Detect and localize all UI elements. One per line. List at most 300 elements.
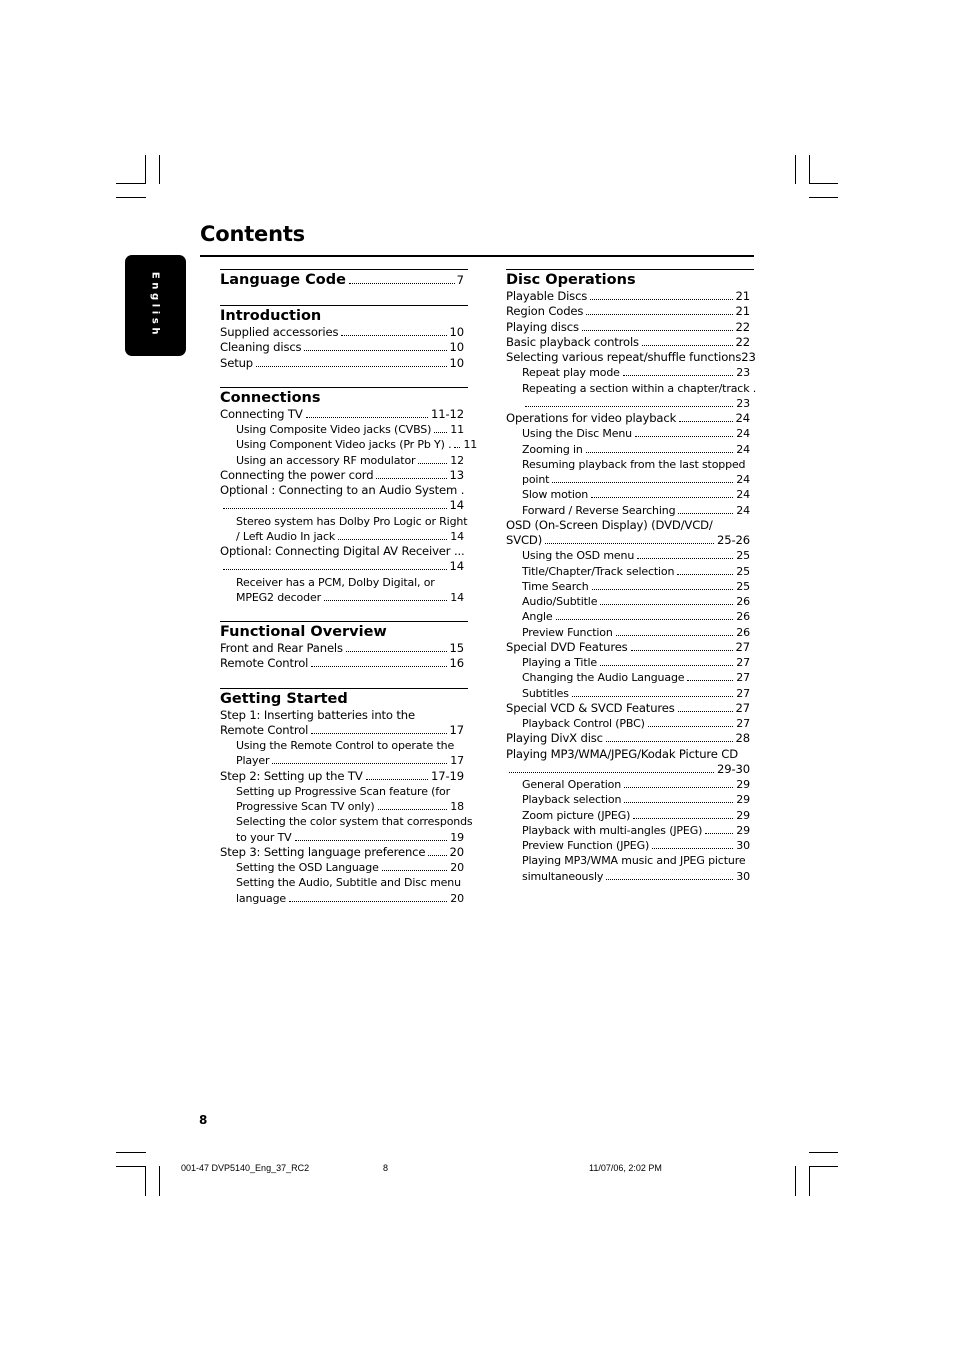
toc-entry-line	[522, 487, 750, 502]
toc-page-number: 11	[463, 438, 478, 452]
leader-dots	[642, 345, 733, 346]
language-tab-label: English	[149, 271, 161, 339]
toc-entry[interactable]	[220, 453, 468, 468]
toc-entry-line	[522, 869, 750, 884]
leader-dots	[687, 680, 733, 681]
leader-dots	[434, 432, 447, 433]
toc-entry-line	[506, 289, 750, 304]
toc-entry[interactable]	[506, 716, 754, 731]
leader-dots	[509, 772, 714, 773]
toc-page-number: 17-19	[431, 768, 464, 783]
toc-page-number: 27	[736, 717, 750, 730]
crop-mark	[145, 155, 146, 184]
toc-entry-line	[220, 708, 464, 723]
toc-entry-text: Special VCD & SVCD Features	[506, 700, 675, 715]
toc-entry[interactable]	[506, 289, 754, 304]
leader-dots	[600, 604, 733, 605]
toc-entry-text: Playback with multi-angles (JPEG)	[522, 823, 703, 837]
crop-mark	[809, 1166, 810, 1196]
toc-page-number: 18	[450, 800, 464, 813]
toc-page-number: 23	[736, 396, 750, 410]
toc-entry-line	[236, 514, 468, 529]
leader-dots	[272, 763, 447, 764]
toc-page-number: 27	[736, 671, 750, 685]
toc-entry-line	[522, 396, 750, 411]
toc-entry[interactable]	[506, 686, 754, 701]
toc-entry-text: Preview Function	[522, 625, 613, 639]
toc-entry-text: Progressive Scan TV only)	[236, 800, 375, 813]
toc-entry[interactable]	[506, 442, 754, 457]
toc-page-number: 20	[450, 891, 464, 905]
toc-entry-text: Step 2: Setting up the TV	[220, 768, 363, 783]
toc-entry[interactable]	[220, 738, 468, 769]
toc-entry-line	[236, 422, 464, 437]
toc-page-number: 29	[736, 778, 750, 791]
toc-entry[interactable]	[506, 426, 754, 441]
toc-entry[interactable]	[506, 747, 754, 778]
toc-entry[interactable]	[506, 670, 754, 685]
leader-dots	[418, 463, 447, 464]
toc-entry-line	[506, 533, 750, 548]
toc-entry-text: simultaneously	[522, 869, 604, 883]
toc-entry-line	[220, 468, 464, 483]
toc-entry-line	[522, 670, 750, 685]
toc-section	[220, 387, 478, 605]
toc-entry[interactable]	[506, 731, 754, 746]
toc-entry-line	[236, 590, 464, 605]
toc-entry[interactable]	[506, 487, 754, 502]
toc-entry-text: Connecting the power cord	[220, 467, 374, 482]
toc-section-title: Disc Operations	[506, 272, 636, 288]
toc-entry[interactable]	[220, 860, 468, 875]
toc-page-number: 17	[450, 754, 464, 768]
toc-entry[interactable]	[506, 838, 754, 853]
toc-section-heading[interactable]	[506, 271, 754, 289]
toc-entry-text: Playing MP3/WMA music and JPEG picture	[522, 854, 746, 868]
leader-dots	[256, 366, 447, 367]
toc-entry-line	[506, 731, 750, 746]
crop-mark	[159, 155, 160, 184]
leader-dots	[592, 589, 734, 590]
toc-page-number: 19	[450, 830, 464, 844]
toc-entry[interactable]	[220, 468, 468, 483]
toc-entry-line	[220, 498, 464, 513]
leader-dots	[223, 569, 447, 570]
leader-dots	[556, 619, 734, 620]
toc-page-number: 30	[736, 869, 750, 883]
leader-dots	[382, 870, 448, 871]
toc-section	[220, 688, 473, 906]
toc-entry-text: Using the Remote Control to operate the	[236, 739, 455, 752]
toc-entry-line	[522, 823, 750, 838]
toc-page-number: 24	[736, 488, 750, 502]
toc-entry-text: Optional: Connecting Digital AV Receiver ...	[220, 544, 465, 558]
toc-page-number: 27	[735, 639, 750, 654]
toc-entry[interactable]	[220, 483, 468, 514]
leader-dots	[679, 421, 732, 422]
toc-entry-text: Using the OSD menu	[522, 549, 635, 563]
toc-entry-line	[522, 625, 750, 640]
toc-page-number: 23	[736, 366, 750, 380]
toc-entry-text: Setting the Audio, Subtitle and Disc menu	[236, 876, 461, 890]
toc-entry[interactable]	[220, 641, 468, 656]
toc-entry[interactable]	[506, 609, 754, 624]
leader-dots	[454, 447, 460, 448]
toc-entry-text: Supplied accessories	[220, 325, 339, 339]
toc-entry[interactable]	[220, 656, 468, 671]
toc-entry[interactable]	[220, 708, 468, 739]
toc-entry-line	[220, 723, 464, 738]
toc-entry[interactable]	[220, 356, 468, 371]
page-number: 8	[199, 1113, 208, 1127]
toc-entry[interactable]	[506, 335, 754, 350]
crop-mark	[795, 155, 796, 184]
leader-dots	[591, 497, 733, 498]
toc-page-number: 24	[736, 503, 750, 517]
leader-dots	[624, 802, 733, 803]
toc-entry-line	[220, 641, 464, 656]
toc-page-number: 7	[456, 273, 464, 287]
toc-entry[interactable]	[506, 625, 754, 640]
crop-mark	[116, 183, 146, 184]
toc-entry[interactable]	[220, 845, 468, 860]
toc-entry-text: Step 3: Setting language preference	[220, 844, 426, 859]
toc-page-number: 14	[449, 498, 464, 513]
toc-entry[interactable]	[506, 655, 754, 670]
toc-entry[interactable]	[506, 701, 754, 716]
toc-entry-text: Forward / Reverse Searching	[522, 503, 676, 517]
toc-entry-text: Region Codes	[506, 304, 584, 319]
toc-page-number: 27	[736, 656, 750, 669]
leader-dots	[525, 406, 733, 407]
toc-page-number: 29	[736, 793, 750, 807]
toc-page-number: 13	[449, 467, 464, 482]
toc-entry-line	[522, 548, 750, 563]
toc-entry-line	[522, 426, 750, 441]
toc-section-heading[interactable]	[220, 623, 468, 641]
toc-entry-text: Playback selection	[522, 793, 622, 807]
toc-entry-line	[522, 716, 750, 731]
toc-page-number: 26	[736, 610, 750, 624]
toc-entry-text: Setting up Progressive Scan feature (for	[236, 784, 450, 798]
toc-section-title: Language Code	[220, 272, 346, 288]
toc-page-number: 24	[736, 427, 750, 441]
toc-entry[interactable]	[220, 575, 468, 606]
toc-entry-text: Using an accessory RF modulator	[236, 453, 416, 467]
toc-entry-text: OSD (On-Screen Display) (DVD/VCD/	[506, 517, 713, 532]
toc-entry[interactable]	[506, 381, 757, 412]
toc-section-title: Getting Started	[220, 690, 348, 707]
toc-entry-text: Receiver has a PCM, Dolby Digital, or	[236, 575, 435, 589]
toc-entry[interactable]	[506, 457, 754, 488]
toc-entry[interactable]	[506, 411, 754, 426]
toc-page-number: 25	[736, 564, 750, 578]
crop-mark	[809, 155, 810, 184]
toc-entry-line	[236, 453, 464, 468]
toc-page-number: 10	[449, 325, 464, 339]
footer-file: 001-47 DVP5140_Eng_37_RC2	[181, 1163, 310, 1173]
toc-entry-text: Cleaning discs	[220, 340, 302, 355]
toc-entry-text: General Operation	[522, 778, 622, 791]
toc-section	[220, 269, 468, 289]
leader-dots	[590, 299, 732, 300]
toc-page-number: 24	[735, 411, 750, 425]
toc-section	[220, 305, 468, 371]
toc-entry-text: Zooming in	[522, 442, 583, 456]
toc-entry-line	[506, 701, 750, 716]
toc-entry[interactable]	[506, 350, 754, 365]
toc-entry-text: Playing a Title	[522, 656, 598, 669]
leader-dots	[572, 696, 733, 697]
toc-column-right	[506, 269, 757, 884]
toc-page-number: 20	[450, 861, 464, 874]
toc-entry[interactable]	[506, 594, 754, 609]
toc-page-number: 20	[449, 844, 464, 859]
toc-entry-text: Repeating a section within a chapter/track .	[522, 381, 757, 395]
toc-page-number: 30	[736, 839, 750, 852]
leader-dots	[600, 665, 733, 666]
toc-entry[interactable]	[506, 792, 754, 807]
toc-entry-line	[236, 738, 464, 753]
leader-dots	[311, 666, 446, 667]
toc-page-number: 10	[449, 355, 464, 370]
toc-entry-text: SVCD)	[506, 533, 543, 547]
toc-entry[interactable]	[220, 325, 468, 340]
toc-entry[interactable]	[506, 320, 754, 335]
toc-entry-line	[522, 503, 750, 518]
toc-entry-text: Changing the Audio Language	[522, 671, 685, 685]
toc-entry-text: Zoom picture (JPEG)	[522, 808, 631, 822]
leader-dots	[545, 543, 714, 544]
toc-page-number: 29	[736, 823, 750, 837]
toc-entry-text: Optional : Connecting to an Audio System .	[220, 483, 465, 497]
leader-dots	[311, 733, 446, 734]
toc-entry-line	[236, 784, 464, 799]
leader-dots	[378, 809, 448, 810]
toc-entry-text: Playback Control (PBC)	[522, 717, 645, 730]
toc-entry-text: Playing MP3/WMA/JPEG/Kodak Picture CD	[506, 746, 739, 761]
toc-page-number: 24	[736, 442, 750, 456]
toc-entry-line	[220, 656, 464, 671]
leader-dots	[376, 478, 446, 479]
toc-entry[interactable]	[220, 407, 468, 422]
leader-dots	[366, 779, 428, 780]
crop-mark	[159, 1166, 160, 1196]
toc-entry-line	[220, 407, 464, 422]
toc-entry[interactable]	[220, 437, 478, 452]
toc-section	[220, 621, 468, 672]
toc-entry[interactable]	[220, 875, 468, 906]
toc-entry[interactable]	[506, 777, 754, 792]
leader-dots	[631, 650, 733, 651]
toc-entry-line	[522, 655, 750, 670]
toc-page-number: 26	[736, 625, 750, 639]
toc-page-number: 23	[741, 350, 756, 364]
toc-entry[interactable]	[220, 422, 468, 437]
toc-page-number: 16	[449, 656, 464, 671]
leader-dots	[552, 482, 733, 483]
leader-dots	[678, 711, 733, 712]
toc-section-heading[interactable]	[220, 389, 468, 407]
toc-entry-line	[236, 575, 464, 590]
toc-entry-line	[506, 304, 750, 319]
toc-page-number: 25-26	[717, 533, 750, 547]
toc-page-number: 22	[735, 334, 750, 349]
toc-page-number: 14	[449, 559, 464, 574]
leader-dots	[633, 818, 733, 819]
title-rule	[200, 255, 754, 257]
leader-dots	[635, 436, 733, 437]
toc-entry[interactable]	[506, 304, 754, 319]
toc-page-number: 25	[736, 549, 750, 563]
toc-entry-line	[506, 747, 750, 762]
toc-entry-text: Stereo system has Dolby Pro Logic or Right	[236, 514, 468, 528]
toc-entry-text: / Left Audio In jack	[236, 529, 336, 543]
toc-page-number: 15	[449, 641, 464, 655]
leader-dots	[428, 855, 446, 856]
toc-entry-text: Front and Rear Panels	[220, 641, 343, 655]
toc-entry[interactable]	[506, 579, 754, 594]
toc-entry-line	[236, 814, 473, 829]
toc-entry[interactable]	[506, 640, 754, 655]
toc-section-heading[interactable]	[220, 307, 468, 325]
toc-entry-text: Subtitles	[522, 686, 569, 700]
toc-page-number: 22	[735, 319, 750, 334]
toc-entry-line	[506, 640, 750, 655]
toc-entry[interactable]	[506, 503, 754, 518]
toc-page-number: 21	[735, 304, 750, 319]
toc-entry-line	[522, 838, 750, 853]
toc-entry-line	[522, 564, 750, 579]
toc-entry-text: Special DVD Features	[506, 639, 628, 654]
toc-entry-line	[506, 350, 756, 365]
leader-dots	[705, 833, 733, 834]
toc-entry[interactable]	[506, 853, 754, 884]
toc-entry[interactable]	[506, 518, 754, 549]
toc-entry-line	[522, 442, 750, 457]
toc-entry-text: to your TV	[236, 830, 292, 844]
toc-entry-text: Remote Control	[220, 656, 309, 671]
toc-entry-text: Playable Discs	[506, 289, 588, 303]
toc-entry-text: Setting the OSD Language	[236, 861, 379, 874]
toc-entry-line	[506, 411, 750, 426]
toc-page-number: 11-12	[431, 406, 464, 421]
toc-entry[interactable]	[220, 340, 468, 355]
toc-entry-text: Angle	[522, 610, 553, 624]
leader-dots	[304, 350, 446, 351]
toc-entry[interactable]	[506, 548, 754, 563]
toc-page-number: 27	[735, 700, 750, 715]
toc-entry-line	[522, 457, 750, 472]
toc-entry-line	[236, 875, 464, 890]
leader-dots	[324, 600, 447, 601]
leader-dots	[637, 558, 733, 559]
toc-entry-line	[220, 845, 464, 860]
toc-section-heading[interactable]	[220, 271, 468, 289]
toc-entry-line	[220, 544, 464, 559]
leader-dots	[223, 508, 447, 509]
leader-dots	[586, 452, 734, 453]
toc-page-number: 29	[736, 808, 750, 822]
toc-entry-text: Playing discs	[506, 319, 579, 334]
toc-entry-line	[220, 325, 464, 340]
toc-entry[interactable]	[220, 544, 468, 575]
leader-dots	[582, 330, 733, 331]
toc-entry[interactable]	[506, 808, 754, 823]
leader-dots	[652, 848, 733, 849]
toc-entry-text: Using the Disc Menu	[522, 427, 632, 441]
toc-entry-line	[506, 320, 750, 335]
language-tab	[125, 255, 186, 356]
page-title: Contents	[200, 222, 305, 246]
toc-entry-text: Repeat play mode	[522, 366, 620, 380]
toc-entry-line	[522, 609, 750, 624]
toc-entry-text: Using Composite Video jacks (CVBS)	[236, 423, 432, 436]
leader-dots	[295, 840, 448, 841]
toc-page-number: 29-30	[717, 761, 750, 776]
toc-entry-line	[506, 762, 750, 777]
toc-entry-line	[236, 437, 478, 452]
toc-page-number: 26	[736, 595, 750, 608]
toc-entry-line	[522, 853, 750, 868]
leader-dots	[677, 574, 733, 575]
toc-page-number: 14	[450, 590, 464, 604]
toc-entry-line	[506, 335, 750, 350]
leader-dots	[648, 726, 734, 727]
toc-entry[interactable]	[506, 564, 754, 579]
toc-entry[interactable]	[506, 365, 754, 380]
toc-entry-text: Basic playback controls	[506, 334, 639, 349]
leader-dots	[606, 741, 733, 742]
toc-entry-line	[236, 753, 464, 768]
toc-entry-text: Remote Control	[220, 722, 309, 737]
toc-page-number: 24	[736, 473, 750, 486]
toc-entry[interactable]	[220, 514, 468, 545]
toc-entry-text: language	[236, 891, 287, 905]
footer-sheet: 8	[383, 1163, 389, 1173]
crop-mark	[116, 1152, 146, 1153]
toc-section-heading[interactable]	[220, 690, 468, 708]
toc-entry-line	[522, 594, 750, 609]
toc-entry[interactable]	[220, 814, 473, 845]
toc-entry-text: point	[522, 473, 550, 486]
toc-entry[interactable]	[506, 823, 754, 838]
toc-entry-text: Operations for video playback	[506, 411, 677, 425]
crop-mark	[145, 1166, 146, 1196]
toc-entry-line	[522, 808, 750, 823]
footer-datetime: 11/07/06, 2:02 PM	[589, 1163, 662, 1173]
toc-entry-line	[220, 483, 464, 498]
toc-entry-text: Audio/Subtitle	[522, 595, 598, 608]
toc-page-number: 25	[736, 579, 750, 593]
toc-entry-line	[236, 799, 464, 814]
leader-dots	[606, 879, 733, 880]
toc-entry-text: Playing DivX disc	[506, 731, 603, 746]
toc-entry-text: MPEG2 decoder	[236, 590, 321, 604]
toc-entry[interactable]	[220, 784, 468, 815]
toc-entry-line	[522, 365, 750, 380]
toc-entry[interactable]	[220, 769, 468, 784]
leader-dots	[616, 635, 734, 636]
leader-dots	[346, 651, 447, 652]
toc-page-number: 21	[735, 289, 750, 303]
leader-dots	[678, 513, 733, 514]
toc-section-title: Introduction	[220, 308, 322, 324]
toc-page-number: 11	[450, 423, 464, 436]
toc-entry-text: Time Search	[522, 579, 589, 593]
crop-mark	[809, 197, 838, 198]
toc-entry-text: Title/Chapter/Track selection	[522, 564, 675, 578]
